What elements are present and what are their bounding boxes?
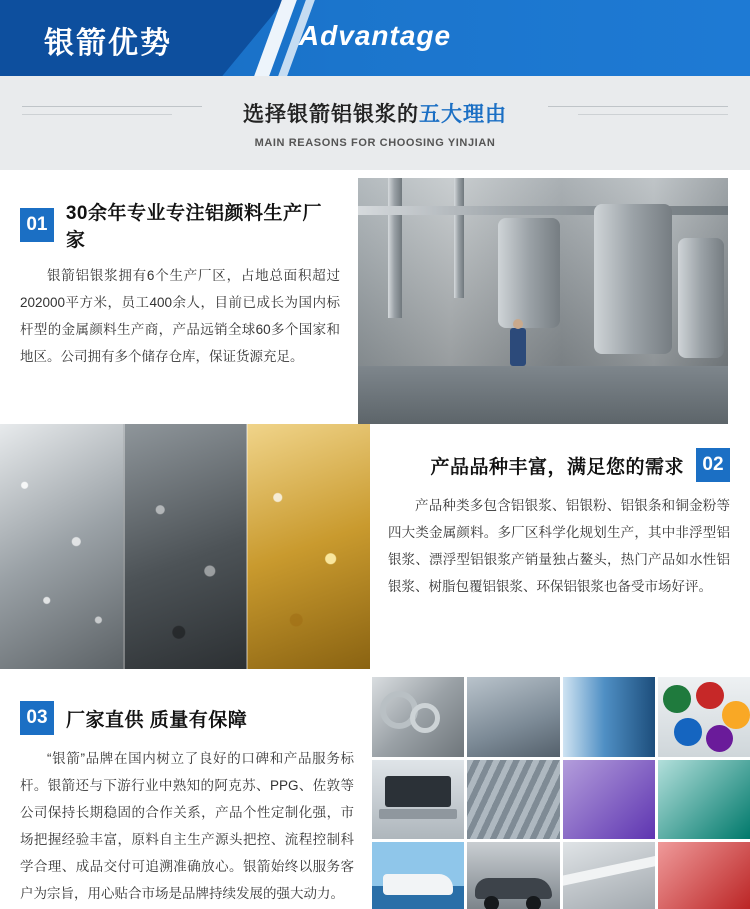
- collage-cell-architecture: [563, 842, 655, 909]
- pipe-shape: [388, 178, 402, 318]
- section-01-header: [20, 198, 340, 252]
- section-02-title: 产品品种丰富，满足您的需求: [430, 456, 684, 478]
- dark-powder-sample: [123, 424, 246, 669]
- gold-powder-sample: [247, 424, 370, 669]
- section-02-header: [388, 448, 730, 482]
- divider-shape: [246, 424, 248, 669]
- tank-shape: [594, 204, 672, 354]
- subheader-title-prefix: 选择银箭铝银浆的: [243, 102, 419, 126]
- collage-cell-laptop: [372, 760, 464, 840]
- collage-cell-pipes: [372, 677, 464, 757]
- section-01-image: [358, 178, 728, 424]
- section-01: [0, 170, 750, 416]
- collage-cell-car: [467, 842, 559, 909]
- section-03-header: [20, 701, 354, 735]
- collage-cell-steel-structure: [467, 760, 559, 840]
- divider-right-1: [548, 106, 728, 107]
- ball-shape: [706, 725, 734, 753]
- ball-shape: [696, 682, 724, 710]
- collage-cell-blue-cylinder: [563, 677, 655, 757]
- section-03: [0, 677, 750, 909]
- section-03-body: “银箭”品牌在国内树立了良好的口碑和产品服务标杆。银箭还与下游行业中熟知的阿克苏、PPG、佐敦等公司保持长期稳固的合作关系，产品个性定制化强，市场把握经验丰富，原料自主生产源头把控、流程控制科学合理、成品交付可追溯准确放心。银箭始终以服务客户为宗旨，用心贴合市场是品牌持续发展的强大动力。: [20, 751, 354, 901]
- floor-shape: [358, 366, 728, 424]
- section-02-body: 产品种类多包含铝银浆、铝银粉、铝银条和铜金粉等四大类金属颜料。多厂区科学化规划生产，其中非浮型铝银浆、漂浮型铝银浆产销量独占鳌头，热门产品如水性铝银浆、树脂包覆铝银浆、环保铝银浆也备受市场好评。: [388, 498, 730, 594]
- collage-cell-colored-balls: [658, 677, 750, 757]
- collage-cell-boat: [372, 842, 464, 909]
- section-02-text: [370, 424, 750, 669]
- worker-figure: [510, 328, 526, 366]
- subheader-title: [243, 98, 507, 128]
- tank-shape: [498, 218, 560, 328]
- pipe-shape: [358, 206, 728, 215]
- divider-left-2: [22, 114, 172, 115]
- ball-shape: [674, 718, 702, 746]
- section-02-image: [0, 424, 370, 669]
- tank-shape: [678, 238, 724, 358]
- collage-cell-red-coating: [658, 842, 750, 909]
- subheader-band: [0, 76, 750, 170]
- pipe-shape: [454, 178, 464, 298]
- ball-shape: [722, 701, 750, 729]
- divider-left-1: [22, 106, 202, 107]
- application-industries-collage-photo: [372, 677, 750, 909]
- divider-right-2: [578, 114, 728, 115]
- section-03-image: [372, 677, 750, 909]
- collage-cell-escalator: [467, 677, 559, 757]
- section-03-title: 厂家直供 质量有保障: [66, 709, 248, 731]
- section-01-number: 01: [20, 208, 54, 242]
- section-01-title: 30余年专业专注铝颜料生产厂家: [65, 203, 322, 251]
- banner-title-cn: 银箭优势: [44, 27, 172, 60]
- page-banner: [0, 0, 750, 76]
- divider-shape: [123, 424, 125, 669]
- section-02: [0, 424, 750, 669]
- subheader-title-highlight: 五大理由: [419, 102, 507, 126]
- section-03-text: [0, 677, 372, 909]
- factory-production-line-photo: [358, 178, 728, 424]
- section-01-body: 银箭铝银浆拥有6个生产厂区，占地总面积超过202000平方米，员工400余人，目前已成长为国内标杆型的金属颜料生产商，产品远销全球60多个国家和地区。公司拥有多个储存仓库，保证货源充足。: [20, 268, 340, 364]
- subheader-subtitle-en: MAIN REASONS FOR CHOOSING YINJIAN: [254, 136, 496, 149]
- collage-cell-teal-coating: [658, 760, 750, 840]
- section-02-number: 02: [696, 448, 730, 482]
- silver-paste-sample: [0, 424, 123, 669]
- ball-shape: [663, 685, 691, 713]
- section-01-text: [0, 170, 358, 416]
- metal-powder-samples-photo: [0, 424, 370, 669]
- banner-title-en: Advantage: [298, 20, 452, 51]
- collage-cell-purple-coating: [563, 760, 655, 840]
- section-03-number: 03: [20, 701, 54, 735]
